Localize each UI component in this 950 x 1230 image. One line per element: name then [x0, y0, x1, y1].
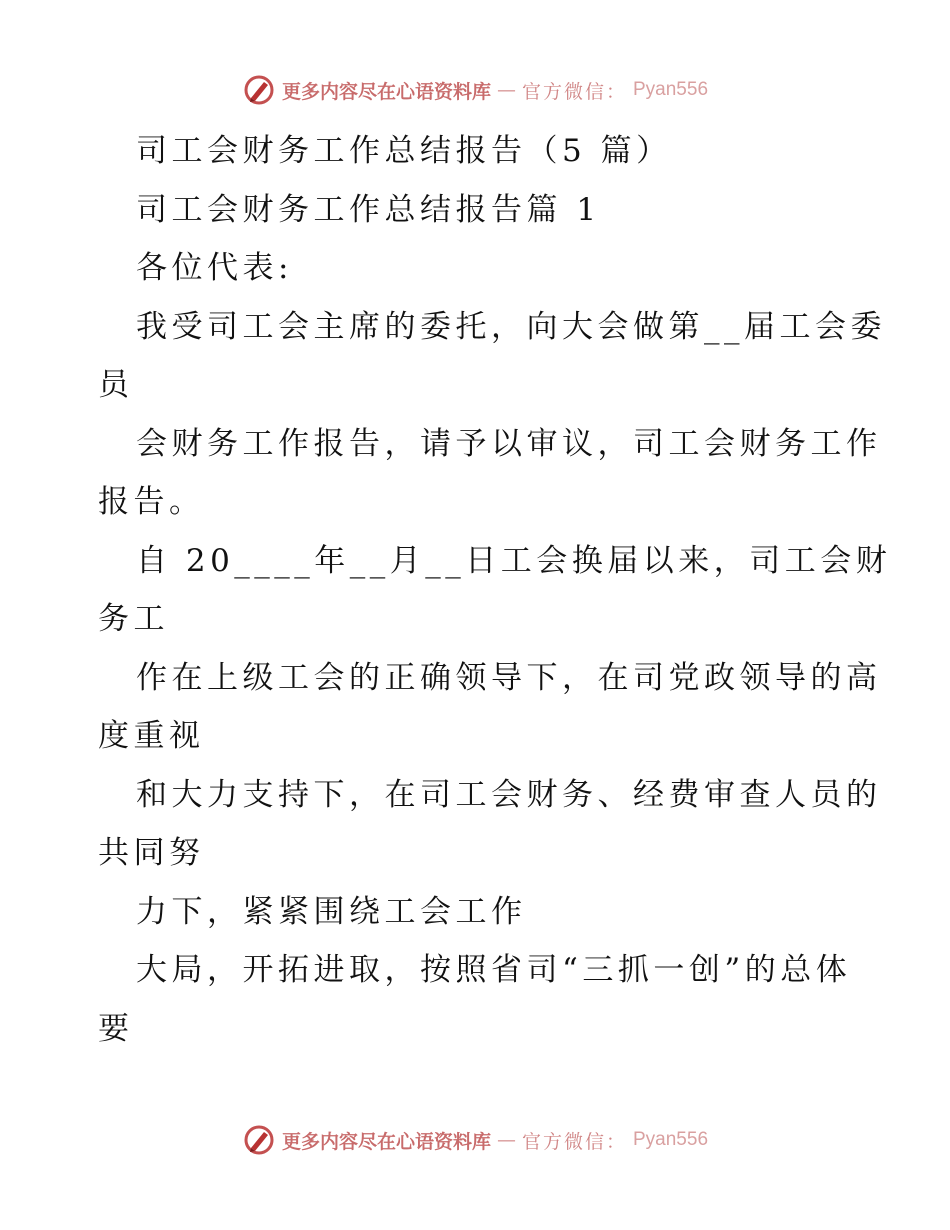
- paragraph-line: 自 20____年__月__日工会换届以来，司工会财: [136, 542, 892, 579]
- section-heading: 司工会财务工作总结报告篇 1: [136, 191, 601, 228]
- paragraph-line: 员: [98, 367, 134, 403]
- watermark-brand: 更多内容尽在心语资料库: [281, 1130, 491, 1153]
- watermark-wechat-label: 官方微信：: [521, 80, 627, 103]
- paragraph-line: 共同努: [98, 835, 205, 871]
- paragraph-line: 务工: [98, 601, 169, 637]
- paragraph-line: 报告。: [98, 484, 205, 520]
- paragraph-line: 度重视: [98, 718, 205, 754]
- paragraph-line: 力下，紧紧围绕工会工作: [136, 893, 527, 930]
- header-watermark: [0, 70, 950, 110]
- footer-watermark: [0, 1120, 950, 1160]
- paragraph-line: 我受司工会主席的委托，向大会做第__届工会委: [136, 308, 886, 345]
- paragraph-line: 大局，开拓进取，按照省司“三抓一创”的总体: [136, 952, 852, 988]
- paragraph-line: 和大力支持下，在司工会财务、经费审查人员的: [136, 776, 882, 813]
- document-body: [98, 122, 892, 1058]
- watermark-brand: 更多内容尽在心语资料库: [281, 80, 491, 103]
- watermark-wechat-label: 官方微信：: [521, 1130, 627, 1153]
- salutation: 各位代表:: [136, 250, 293, 286]
- paragraph-line: 要: [98, 1010, 134, 1047]
- watermark-account: Pyan556: [633, 1129, 709, 1150]
- watermark-dash: —: [496, 79, 516, 101]
- document-title: 司工会财务工作总结报告（5 篇）: [136, 133, 672, 169]
- red-circle-pen-icon: [242, 73, 276, 107]
- red-circle-pen-icon: [242, 1123, 276, 1157]
- paragraph-line: 作在上级工会的正确领导下，在司党政领导的高: [136, 659, 882, 696]
- paragraph-line: 会财务工作报告，请予以审议，司工会财务工作: [136, 425, 882, 462]
- watermark-dash: —: [496, 1129, 516, 1151]
- watermark-account: Pyan556: [633, 79, 709, 100]
